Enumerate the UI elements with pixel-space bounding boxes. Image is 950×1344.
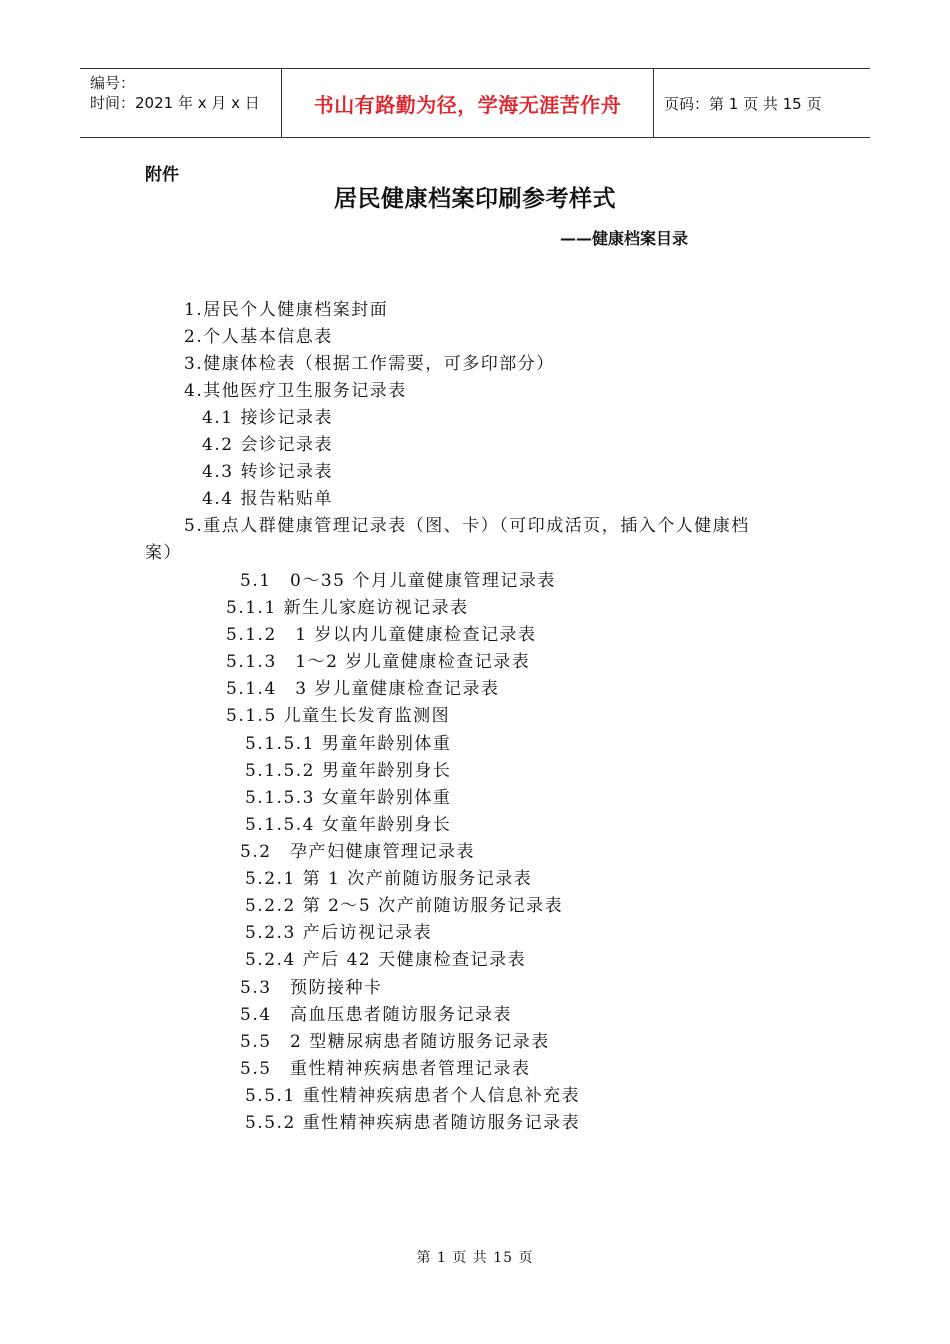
toc-item: 4.4 报告粘贴单 — [202, 489, 333, 509]
toc-item: 5.4 高血压患者随访服务记录表 — [240, 1005, 513, 1025]
toc-item: 5.1.5.4 女童年龄别身长 — [245, 815, 452, 835]
toc-item: 5.2.1 第 1 次产前随访服务记录表 — [245, 869, 533, 889]
toc-item: 5.2.4 产后 42 天健康检查记录表 — [245, 950, 527, 970]
time-label: 时间：2021 年 x 月 x 日 — [90, 94, 260, 112]
page-footer: 第 1 页 共 15 页 — [416, 1250, 534, 1266]
toc-item: 5.3 预防接种卡 — [240, 978, 383, 998]
toc-item: 5.1.5 儿童生长发育监测图 — [226, 706, 451, 726]
header-meta-cell — [80, 69, 282, 137]
toc-item: 5.2.2 第 2～5 次产前随访服务记录表 — [245, 896, 564, 916]
toc-item: 5.5 2 型糖尿病患者随访服务记录表 — [240, 1032, 550, 1052]
toc-item: 4.2 会诊记录表 — [202, 435, 333, 455]
toc-item: 5.重点人群健康管理记录表（图、卡）（可印成活页，插入个人健康档 — [184, 516, 750, 536]
toc-item: 5.5.2 重性精神疾病患者随访服务记录表 — [245, 1113, 581, 1133]
document-title: 居民健康档案印刷参考样式 — [334, 186, 616, 212]
toc-item: 5.5.1 重性精神疾病患者个人信息补充表 — [245, 1086, 581, 1106]
header-page-cell — [654, 69, 870, 137]
toc-item: 5.5 重性精神疾病患者管理记录表 — [240, 1059, 531, 1079]
document-subtitle: ——健康档案目录 — [560, 229, 689, 248]
toc-item: 5.1.5.1 男童年龄别体重 — [245, 734, 452, 754]
toc-item: 5.2.3 产后访视记录表 — [245, 923, 433, 943]
toc-item: 5.2 孕产妇健康管理记录表 — [240, 842, 476, 862]
toc-item: 2.个人基本信息表 — [184, 327, 333, 347]
page-code: 页码：第 1 页 共 15 页 — [664, 94, 822, 113]
attachment-label: 附件 — [145, 165, 179, 185]
toc-item: 5.1.5.2 男童年龄别身长 — [245, 761, 452, 781]
toc-item: 5.1.1 新生儿家庭访视记录表 — [226, 598, 469, 618]
header-table — [80, 68, 870, 138]
toc-item: 5.1 0～35 个月儿童健康管理记录表 — [240, 571, 556, 591]
toc-item: 1.居民个人健康档案封面 — [184, 300, 389, 320]
toc-item: 5.1.3 1～2 岁儿童健康检查记录表 — [226, 652, 531, 672]
toc-item: 4.1 接诊记录表 — [202, 408, 333, 428]
toc-item: 案） — [145, 543, 182, 563]
motto-text: 书山有路勤为径，学海无涯苦作舟 — [313, 92, 622, 117]
toc-item: 4.3 转诊记录表 — [202, 462, 333, 482]
toc-item: 4.其他医疗卫生服务记录表 — [184, 381, 407, 401]
toc-item: 5.1.2 1 岁以内儿童健康检查记录表 — [226, 625, 537, 645]
toc-item: 5.1.5.3 女童年龄别体重 — [245, 788, 452, 808]
toc-item: 3.健康体检表（根据工作需要，可多印部分） — [184, 354, 555, 374]
header-motto-cell — [282, 69, 654, 137]
toc-item: 5.1.4 3 岁儿童健康检查记录表 — [226, 679, 500, 699]
number-label: 编号： — [90, 74, 136, 92]
